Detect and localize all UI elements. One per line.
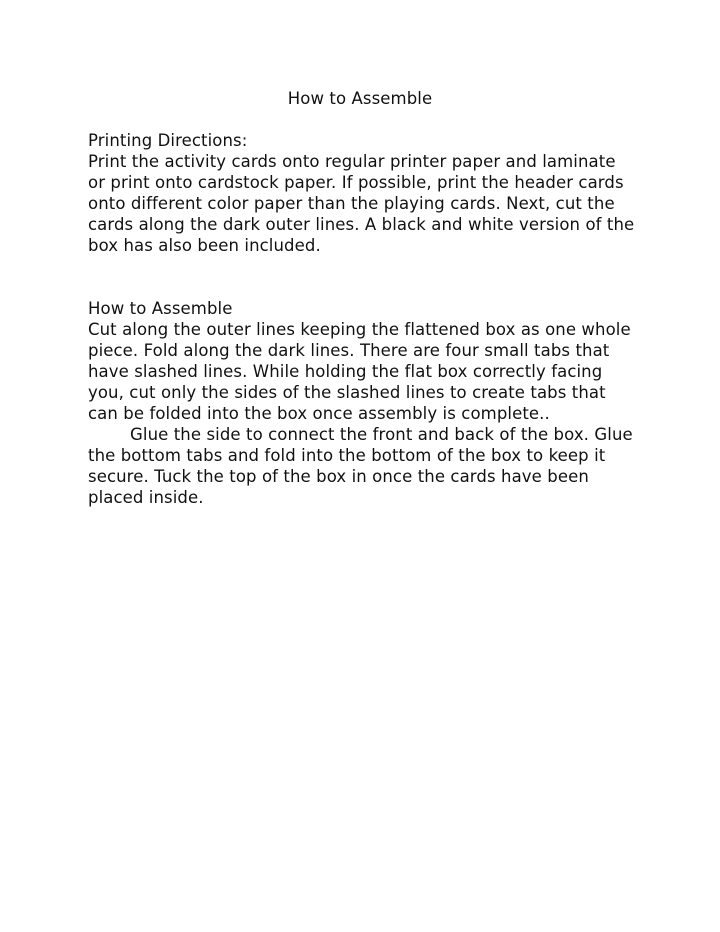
section-heading: Printing Directions:	[88, 131, 248, 150]
page-title: How to Assemble	[287, 89, 433, 108]
printing-directions-paragraph: Print the activity cards onto regular printer paper and laminate or print onto cardstock paper. If possible, print the header cards onto different color paper than the playing cards. Next, cut the cards along the dark outer lines. A black and white version of the box has also been included.	[88, 152, 635, 255]
assembly-section	[88, 298, 636, 508]
assembly-paragraph-2-text: Glue the side to connect the front and back of the box. Glue the bottom tabs and fold into the bottom of the box to keep it secure. Tuck the top of the box in once the cards have been placed inside.	[88, 425, 633, 507]
assembly-paragraph-2	[88, 424, 636, 508]
assembly-paragraph-1: Cut along the outer lines keeping the flattened box as one whole piece. Fold along the dark lines. There are four small tabs that have slashed lines. While holding the flat box correctly facing you, cut only the sides of the slashed lines to create tabs that can be folded into the box once assembly is complete..	[88, 320, 631, 423]
printing-directions-section	[88, 130, 636, 256]
section-heading: How to Assemble	[88, 299, 233, 318]
